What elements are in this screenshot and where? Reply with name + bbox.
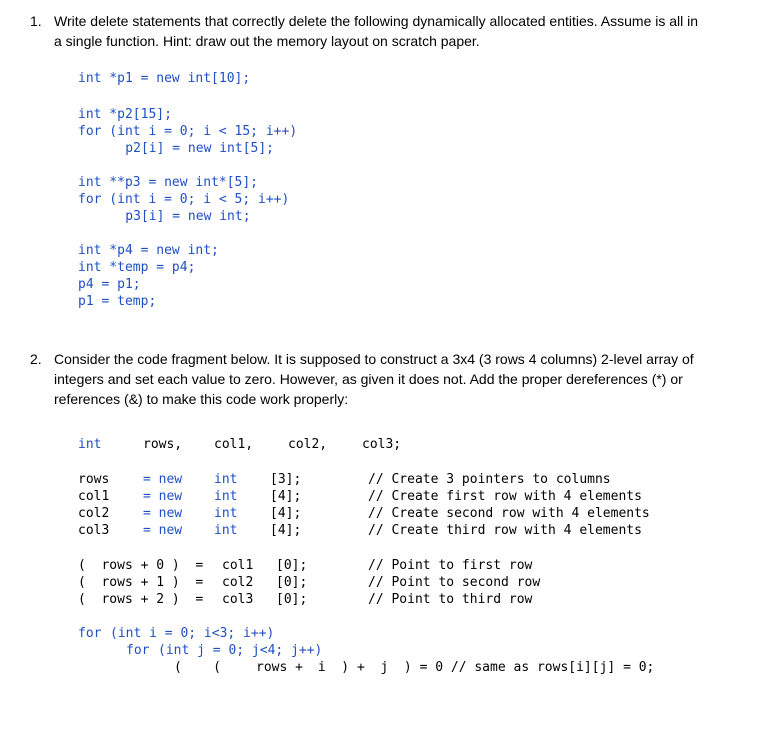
- alloc-type: int: [214, 506, 238, 521]
- q2-prompt-line2: integers and set each value to zero. However, as given it does not. Add the proper dereferences (*) or: [54, 371, 683, 387]
- loop-body-rows: rows +: [256, 660, 311, 675]
- alloc-type: int: [214, 523, 238, 538]
- q2-number: 2.: [30, 351, 42, 367]
- alloc-size: [4];: [270, 523, 302, 538]
- alloc-op: = new: [143, 472, 183, 487]
- alloc-lhs: col2: [78, 506, 110, 521]
- loop-body-rest: i ) + j ) = 0 // same as rows[i][j] = 0;: [310, 660, 655, 675]
- point-idx: [0];: [276, 592, 308, 607]
- q1-code-line: int *temp = p4;: [78, 260, 196, 275]
- point-rhs: col3: [222, 592, 254, 607]
- loop-outer-header: (int i = 0; i<3; i++): [110, 626, 275, 641]
- alloc-type: int: [214, 472, 238, 487]
- alloc-size: [3];: [270, 472, 302, 487]
- point-lhs: ( rows + 0 ) =: [78, 558, 204, 573]
- alloc-comment: // Create 3 pointers to columns: [368, 472, 611, 487]
- q1-code-line: p1 = temp;: [78, 294, 157, 309]
- q2-prompt-line3: references (&) to make this code work properly:: [54, 391, 349, 407]
- loop-body-parens: ( (: [174, 660, 221, 675]
- q1-prompt-line1: Write delete statements that correctly delete the following dynamically allocated entities. Assume is all in: [54, 13, 699, 29]
- q1-code-line: for (int i = 0; i < 15; i++): [78, 124, 298, 139]
- alloc-comment: // Create third row with 4 elements: [368, 523, 642, 538]
- loop-outer-keyword: for: [78, 626, 102, 641]
- alloc-lhs: rows: [78, 472, 110, 487]
- decl-col2: col2,: [288, 437, 328, 452]
- q1-code-line: int *p1 = new int[10];: [78, 71, 251, 86]
- q1-code-line: int **p3 = new int*[5];: [78, 175, 259, 190]
- q1-code-line: int *p4 = new int;: [78, 243, 219, 258]
- alloc-comment: // Create second row with 4 elements: [368, 506, 650, 521]
- point-lhs: ( rows + 1 ) =: [78, 575, 204, 590]
- q1-prompt-line2: a single function. Hint: draw out the memory layout on scratch paper.: [54, 33, 480, 49]
- alloc-op: = new: [143, 489, 183, 504]
- point-rhs: col1: [222, 558, 254, 573]
- point-rhs: col2: [222, 575, 254, 590]
- alloc-size: [4];: [270, 506, 302, 521]
- q2-prompt-line1: Consider the code fragment below. It is supposed to construct a 3x4 (3 rows 4 columns) 2-level array of: [54, 351, 694, 367]
- point-comment: // Point to second row: [368, 575, 541, 590]
- q1-code-line: p2[i] = new int[5];: [94, 141, 275, 156]
- q1-number: 1.: [30, 13, 42, 29]
- decl-col3: col3;: [362, 437, 402, 452]
- point-comment: // Point to first row: [368, 558, 533, 573]
- point-idx: [0];: [276, 558, 308, 573]
- alloc-lhs: col1: [78, 489, 110, 504]
- decl-col1: col1,: [214, 437, 254, 452]
- point-lhs: ( rows + 2 ) =: [78, 592, 204, 607]
- alloc-lhs: col3: [78, 523, 110, 538]
- alloc-op: = new: [143, 506, 183, 521]
- decl-type: int: [78, 437, 102, 452]
- alloc-comment: // Create first row with 4 elements: [368, 489, 642, 504]
- alloc-size: [4];: [270, 489, 302, 504]
- alloc-type: int: [214, 489, 238, 504]
- alloc-op: = new: [143, 523, 183, 538]
- point-comment: // Point to third row: [368, 592, 533, 607]
- decl-rows: rows,: [143, 437, 183, 452]
- loop-inner-keyword: for: [126, 643, 150, 658]
- q1-code-line: p4 = p1;: [78, 277, 141, 292]
- q1-code-line: p3[i] = new int;: [94, 209, 251, 224]
- loop-inner-header: (int j = 0; j<4; j++): [158, 643, 323, 658]
- q1-code-line: int *p2[15];: [78, 107, 172, 122]
- q1-code-line: for (int i = 0; i < 5; i++): [78, 192, 290, 207]
- point-idx: [0];: [276, 575, 308, 590]
